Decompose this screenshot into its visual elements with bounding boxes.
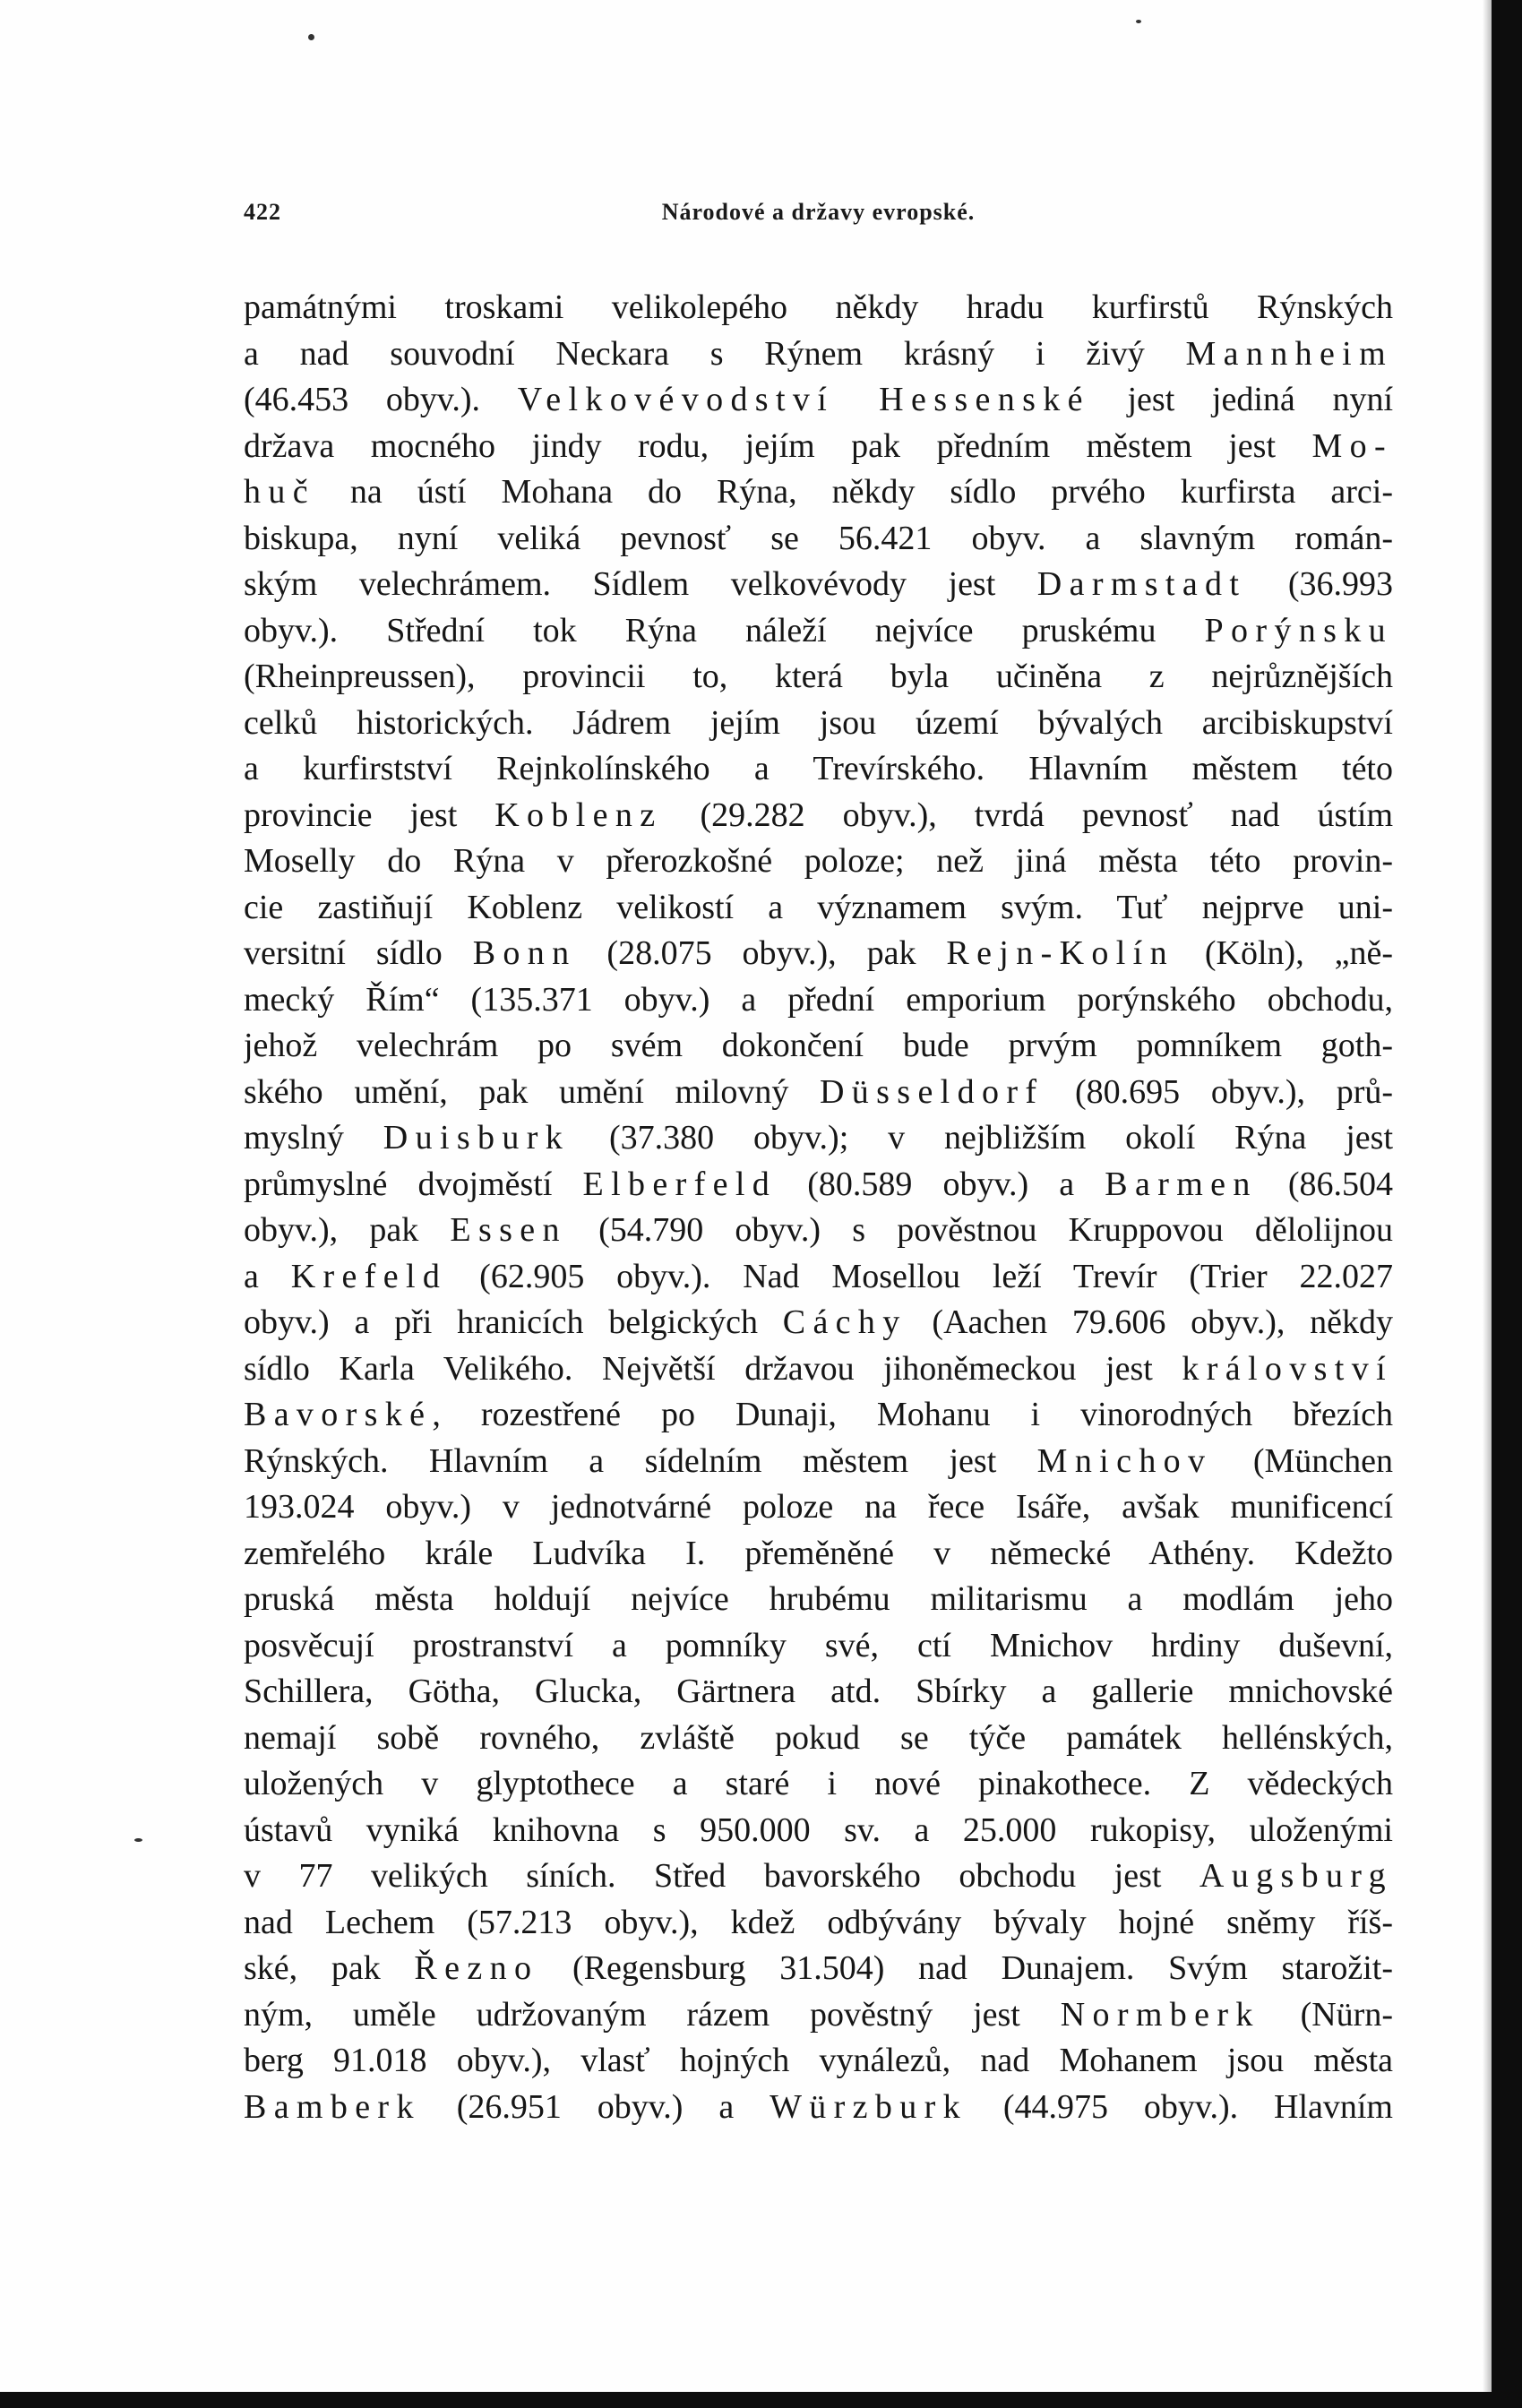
spaced-place-name: Düsseldorf	[820, 1072, 1045, 1111]
text-run: nad Lechem (57.213 obyv.), kdež odbývány bývaly hojné sněmy říš-	[244, 1903, 1393, 1941]
text-run: ným, uměle udržovaným rázem pověstný jest	[244, 1995, 1061, 2034]
text-line	[244, 931, 1393, 977]
text-run: , rozestřené po Dunaji, Mohanu i vinorodných březích	[432, 1396, 1393, 1433]
text-run: a nad souvodní Neckara s Rýnem krásný i živý	[244, 334, 1186, 373]
text-run: država mocného jindy rodu, jejím pak předním městem jest	[244, 426, 1312, 465]
text-run: (Aachen 79.606 obyv.), někdy	[907, 1303, 1393, 1341]
text-line	[244, 1808, 1393, 1854]
spaced-place-name: Bavorské	[244, 1396, 433, 1433]
text-run: na ústí Mohana do Rýna, někdy sídlo prvého kurfirsta arci-	[314, 473, 1393, 511]
text-run: a	[244, 1257, 291, 1295]
text-run: 193.024 obyv.) v jednotvárné poloze na řece Isáře, avšak munificencí	[244, 1488, 1393, 1526]
text-line	[244, 654, 1393, 701]
spaced-place-name: Řezno	[414, 1949, 539, 1987]
text-run: (28.075 obyv.), pak	[576, 934, 947, 972]
text-run: myslný	[244, 1119, 383, 1157]
spaced-place-name: Porýnsku	[1204, 611, 1393, 649]
scan-speck	[1136, 20, 1141, 23]
text-line	[244, 1623, 1393, 1670]
text-run: (44.975 obyv.). Hlavním	[967, 2087, 1393, 2126]
text-line	[244, 1023, 1393, 1070]
binding-shadow	[1483, 0, 1492, 2392]
text-line	[244, 2085, 1393, 2131]
text-run: jest jediná nyní	[1089, 381, 1393, 418]
spaced-place-name: Koblenz	[494, 796, 663, 834]
spaced-place-name: Essen	[450, 1211, 567, 1249]
text-line	[244, 1900, 1393, 1947]
text-line	[244, 1946, 1393, 1992]
text-line	[244, 1346, 1393, 1393]
text-run: obyv.) a při hranicích belgických	[244, 1303, 783, 1341]
text-run: průmyslné dvojměstí	[244, 1165, 583, 1203]
text-run: (80.695 obyv.), prů-	[1044, 1072, 1393, 1111]
text-run: (29.282 obyv.), tvrdá pevnosť nad ústím	[662, 796, 1393, 834]
text-line	[244, 1162, 1393, 1208]
text-line	[244, 331, 1393, 378]
text-run: ským velechrámem. Sídlem velkovévody jest	[244, 565, 1037, 603]
text-run: (86.504	[1257, 1165, 1393, 1203]
text-line	[244, 977, 1393, 1024]
text-line	[244, 838, 1393, 885]
body-text	[244, 285, 1393, 2130]
text-run: ústavů vyniká knihovna s 950.000 sv. a 25.000 rukopisy, uloženými	[244, 1810, 1393, 1849]
text-line	[244, 1531, 1393, 1578]
text-line	[244, 516, 1393, 563]
spaced-place-name: Darmstadt	[1036, 565, 1247, 603]
text-run: mecký Řím“ (135.371 obyv.) a přední emporium porýnského obchodu,	[244, 980, 1393, 1019]
text-run: (Nürn-	[1260, 1995, 1393, 2034]
spaced-place-name: Krefeld	[290, 1257, 448, 1295]
text-run: (Köln), „ně-	[1174, 934, 1393, 972]
text-line	[244, 1716, 1393, 1762]
text-run: (Regensburg 31.504) nad Dunajem. Svým starožit-	[538, 1949, 1393, 1987]
text-run: pruská města holdují nejvíce hrubému militarismu a modlám jeho	[244, 1580, 1393, 1618]
text-line	[244, 608, 1393, 655]
text-run: Rýnských. Hlavním a sídelním městem jest	[244, 1441, 1037, 1480]
spaced-place-name: Normberk	[1060, 1995, 1260, 2034]
spaced-place-name: Würzburk	[770, 2087, 967, 2126]
text-line	[244, 1254, 1393, 1301]
spaced-place-name: Duisburk	[383, 1119, 571, 1157]
text-run: (46.453 obyv.).	[244, 381, 518, 418]
text-run: Moselly do Rýna v přerozkošné poloze; než jiná města této provin-	[244, 842, 1393, 880]
text-run: památnými troskami velikolepého někdy hradu kurfirstů Rýnských	[244, 288, 1393, 326]
spaced-place-name: Velkovévodství Hessenské	[517, 381, 1090, 418]
text-line	[244, 1484, 1393, 1531]
text-run: obyv.), pak	[244, 1211, 451, 1249]
text-line	[244, 424, 1393, 470]
page-header	[244, 199, 1393, 235]
spaced-place-name: Bonn	[472, 934, 577, 972]
text-run: provincie jest	[244, 796, 495, 834]
text-run: berg 91.018 obyv.), vlasť hojných vynálezů, nad Mohanem jsou města	[244, 2042, 1393, 2079]
spaced-place-name: Mannheim	[1185, 334, 1393, 373]
text-line	[244, 1300, 1393, 1346]
text-line	[244, 1439, 1393, 1485]
text-line	[244, 1669, 1393, 1716]
spaced-place-name: Augsburg	[1199, 1857, 1393, 1895]
text-run: (Rheinpreussen), provincii to, která byla učiněna z nejrůznějších	[244, 658, 1393, 695]
text-run: ského umění, pak umění milovný	[244, 1072, 820, 1111]
text-run: versitní sídlo	[244, 934, 473, 972]
text-line	[244, 701, 1393, 747]
text-run: zemřelého krále Ludvíka I. přeměněné v německé Athény. Kdežto	[244, 1534, 1393, 1572]
text-line	[244, 1115, 1393, 1162]
text-line	[244, 1761, 1393, 1808]
text-run: nemají sobě rovného, zvláště pokud se týče památek hellénských,	[244, 1718, 1393, 1757]
text-run: posvěcují prostranství a pomníky své, ctí Mnichov hrdiny duševní,	[244, 1626, 1393, 1664]
text-line	[244, 1070, 1393, 1116]
text-line	[244, 469, 1393, 516]
text-run: (36.993	[1246, 565, 1393, 603]
text-line	[244, 562, 1393, 608]
spaced-place-name: Barmen	[1105, 1165, 1258, 1203]
scan-speck	[134, 1838, 142, 1842]
spaced-place-name: Mo-	[1311, 426, 1393, 465]
spaced-place-name: Bamberk	[244, 2087, 421, 2126]
text-line	[244, 1853, 1393, 1900]
running-title: Národové a državy evropské.	[661, 199, 976, 225]
text-run: (62.905 obyv.). Nad Mosellou leží Trevír (Trier 22.027	[447, 1257, 1393, 1295]
text-run: jehož velechrám po svém dokončení bude prvým pomníkem goth-	[244, 1027, 1393, 1064]
text-run: (München	[1212, 1441, 1393, 1480]
text-run: v 77 velikých síních. Střed bavorského obchodu jest	[244, 1857, 1200, 1895]
text-run: ské, pak	[244, 1949, 415, 1987]
text-run: (80.589 obyv.) a	[777, 1165, 1105, 1203]
text-line	[244, 1577, 1393, 1623]
text-line	[244, 793, 1393, 839]
spaced-place-name: huč	[244, 473, 315, 511]
text-run: sídlo Karla Velikého. Největší državou jihoněmeckou jest	[244, 1349, 1182, 1388]
spaced-place-name: Elberfeld	[582, 1165, 778, 1203]
text-line	[244, 285, 1393, 331]
text-line	[244, 1392, 1393, 1439]
text-run: biskupa, nyní veliká pevnosť se 56.421 obyv. a slavným román-	[244, 519, 1393, 557]
text-run: uložených v glyptothece a staré i nové pinakothece. Z vědeckých	[244, 1765, 1393, 1802]
text-line	[244, 746, 1393, 793]
text-run: cie zastiňují Koblenz velikostí a významem svým. Tuť nejprve uni-	[244, 888, 1393, 926]
scan-speck	[308, 34, 314, 40]
text-run: obyv.). Střední tok Rýna náleží nejvíce pruskému	[244, 611, 1205, 649]
text-run: (26.951 obyv.) a	[420, 2087, 770, 2126]
text-line	[244, 1208, 1393, 1254]
text-run: (37.380 obyv.); v nejbližším okolí Rýna jest	[570, 1119, 1393, 1157]
text-line	[244, 1992, 1393, 2039]
text-line	[244, 2038, 1393, 2085]
text-line	[244, 377, 1393, 424]
spaced-place-name: Cáchy	[782, 1303, 907, 1341]
text-line	[244, 885, 1393, 932]
text-run: a kurfirstství Rejnkolínského a Trevírského. Hlavním městem této	[244, 750, 1393, 787]
text-run: celků historických. Jádrem jejím jsou území bývalých arcibiskupství	[244, 703, 1393, 742]
spaced-place-name: království	[1182, 1349, 1393, 1388]
spaced-place-name: Mnichov	[1036, 1441, 1213, 1480]
text-run: Schillera, Götha, Glucka, Gärtnera atd. Sbírky a gallerie mnichovské	[244, 1673, 1393, 1710]
page-number: 422	[244, 199, 281, 225]
spaced-place-name: Rejn-Kolín	[946, 934, 1174, 972]
text-run: (54.790 obyv.) s pověstnou Kruppovou dělolijnou	[566, 1211, 1393, 1249]
